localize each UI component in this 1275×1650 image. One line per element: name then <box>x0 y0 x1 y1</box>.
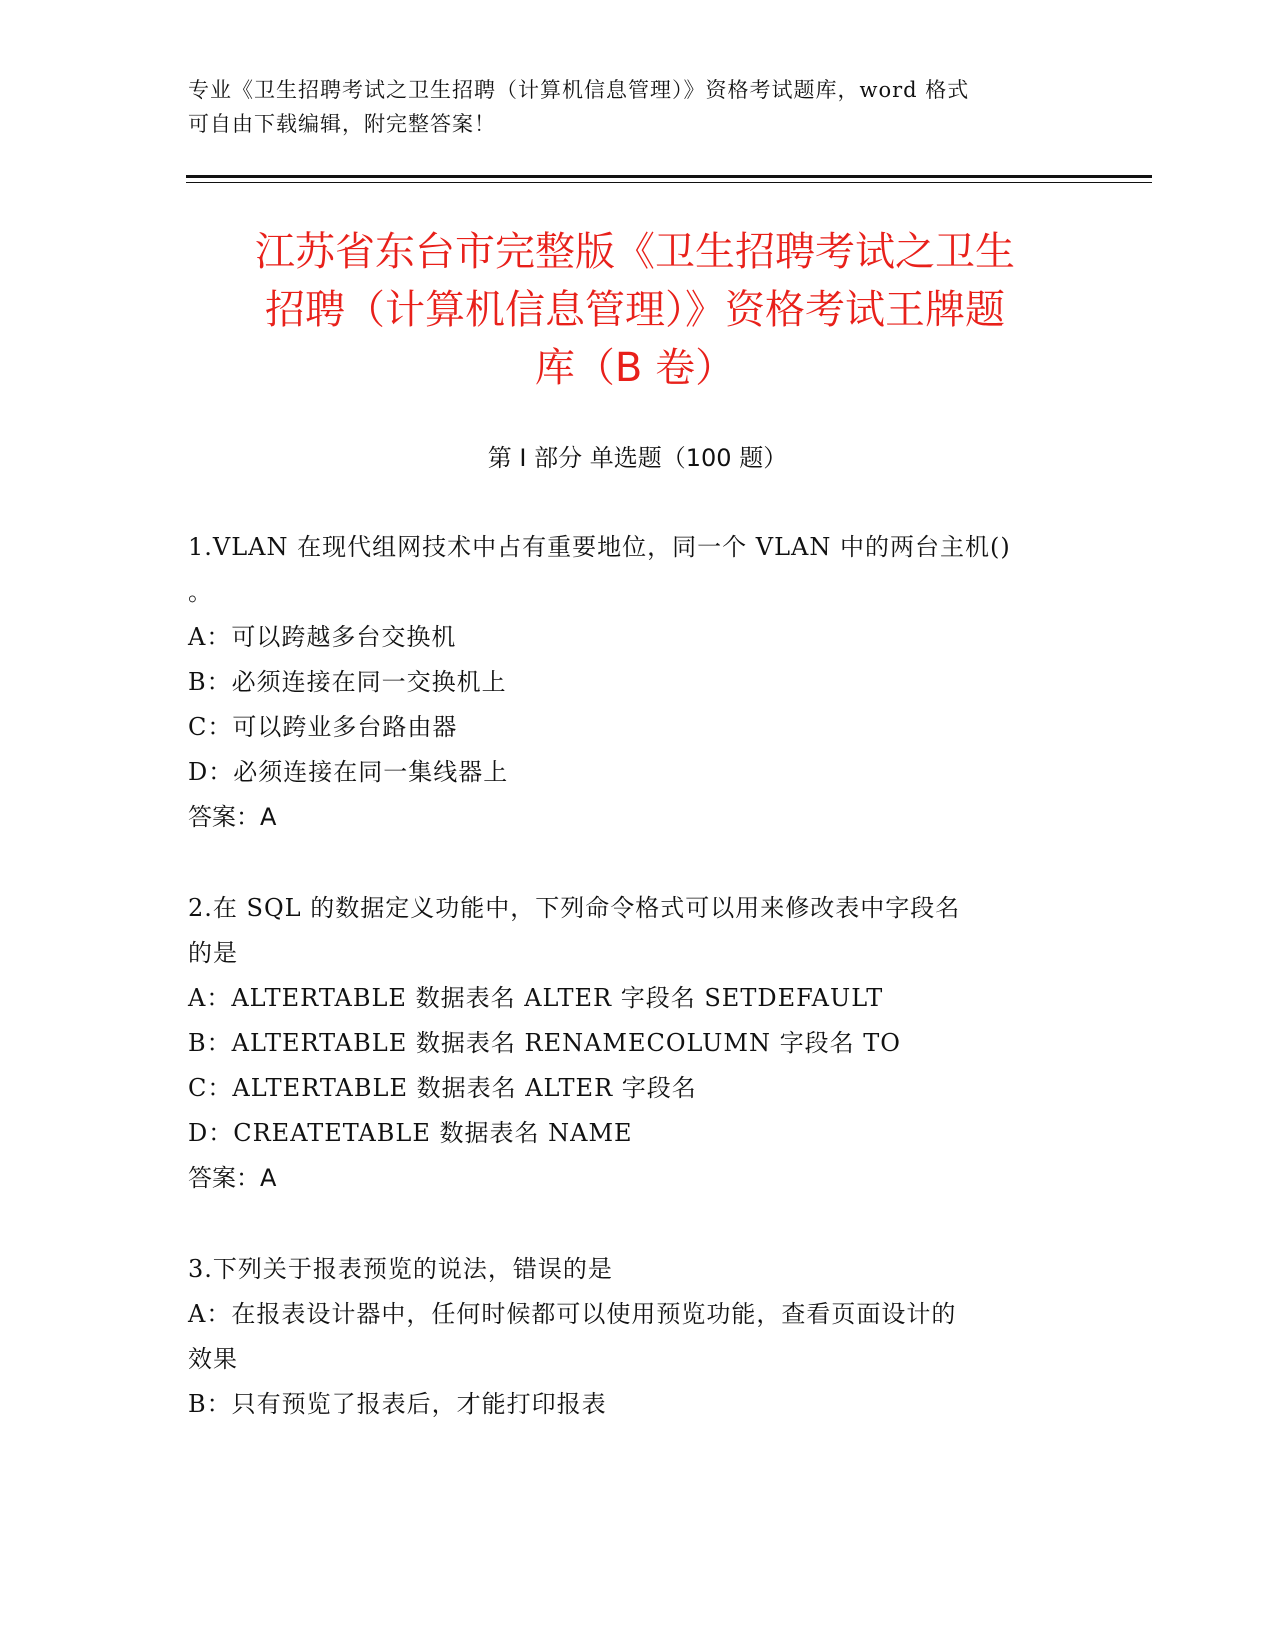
option-b: B：必须连接在同一交换机上 <box>188 668 507 696</box>
header-note-line-1: 专业《卫生招聘考试之卫生招聘（计算机信息管理）》资格考试题库，word 格式 <box>188 78 970 102</box>
option-b: B：只有预览了报表后，才能打印报表 <box>188 1390 607 1418</box>
option-b: B：ALTERTABLE 数据表名 RENAMECOLUMN 字段名 TO <box>188 1029 901 1057</box>
question-stem-continued: 。 <box>188 578 213 606</box>
document-title-line-1: 江苏省东台市完整版《卫生招聘考试之卫生 <box>255 229 1015 275</box>
header-divider-thick <box>186 175 1152 178</box>
option-a: A：在报表设计器中，任何时候都可以使用预览功能，查看页面设计的 <box>188 1300 957 1328</box>
question-stem-continued: 的是 <box>188 939 238 967</box>
option-a: A：ALTERTABLE 数据表名 ALTER 字段名 SETDEFAULT <box>188 984 884 1012</box>
header-divider-thin <box>186 182 1152 183</box>
option-c: C：可以跨业多台路由器 <box>188 713 458 741</box>
question-stem: 3.下列关于报表预览的说法，错误的是 <box>188 1255 613 1283</box>
option-a-continued: 效果 <box>188 1345 238 1373</box>
option-d: D：CREATETABLE 数据表名 NAME <box>188 1119 633 1147</box>
header-note-line-2: 可自由下载编辑，附完整答案！ <box>188 112 496 136</box>
question-2 <box>188 886 1078 1201</box>
option-d: D：必须连接在同一集线器上 <box>188 758 509 786</box>
question-stem: 1.VLAN 在现代组网技术中占有重要地位，同一个 VLAN 中的两台主机() <box>188 533 1011 561</box>
document-title-line-3: 库（B 卷） <box>534 345 736 391</box>
document-title-line-2: 招聘（计算机信息管理）》资格考试王牌题 <box>265 287 1005 333</box>
header-note <box>188 73 1068 141</box>
option-c: C：ALTERTABLE 数据表名 ALTER 字段名 <box>188 1074 697 1102</box>
answer: 答案：A <box>188 1164 277 1192</box>
question-stem: 2.在 SQL 的数据定义功能中，下列命令格式可以用来修改表中字段名 <box>188 894 961 922</box>
answer: 答案：A <box>188 803 277 831</box>
question-list <box>188 525 1078 1473</box>
option-a: A：可以跨越多台交换机 <box>188 623 457 651</box>
question-1 <box>188 525 1078 840</box>
section-title: 第 I 部分 单选题（100 题） <box>487 444 788 472</box>
document-title <box>180 223 1090 397</box>
question-3 <box>188 1247 1078 1427</box>
